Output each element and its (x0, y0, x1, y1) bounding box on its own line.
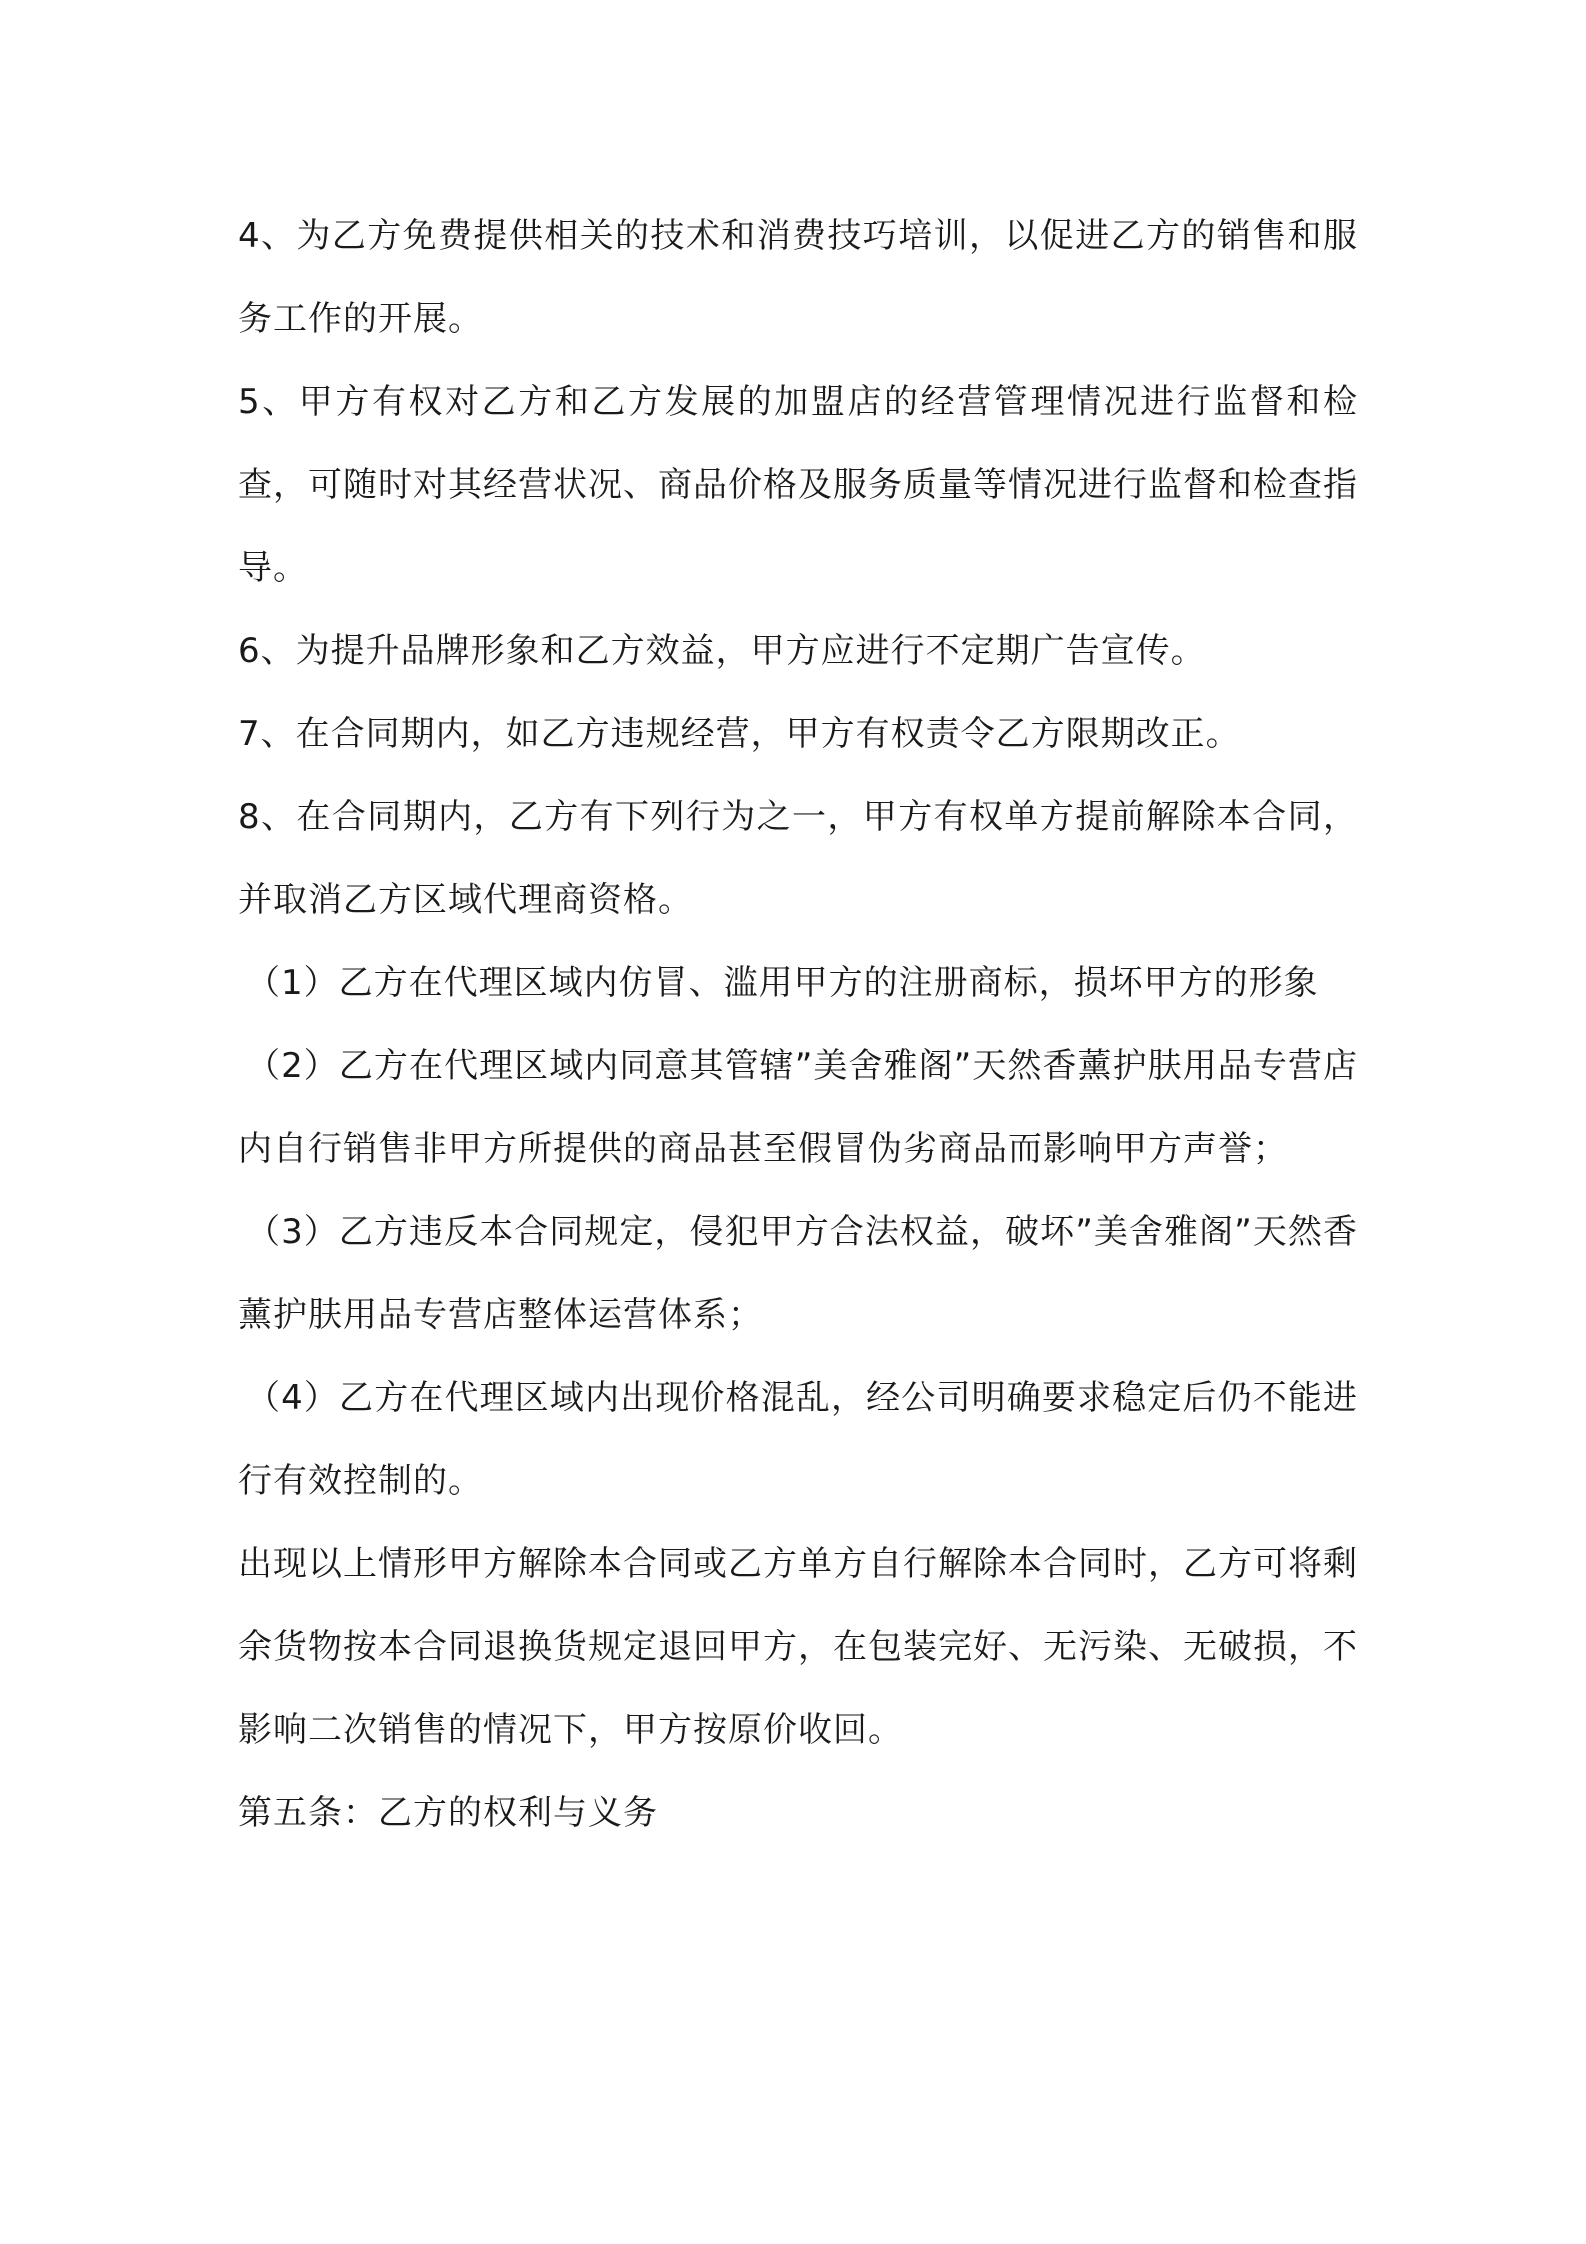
sub-clause-3: （3）乙方违反本合同规定，侵犯甲方合法权益，破坏”美舍雅阁”天然香薰护肤用品专营店整体运营体系； (238, 1212, 1358, 1335)
sub-clause-1: （1）乙方在代理区域内仿冒、滥用甲方的注册商标，损坏甲方的形象 (246, 963, 1319, 1003)
clause-item-6: 6、为提升品牌形象和乙方效益，甲方应进行不定期广告宣传。 (238, 631, 1206, 671)
sub-clause-4: （4）乙方在代理区域内出现价格混乱，经公司明确要求稳定后仍不能进行有效控制的。 (238, 1378, 1358, 1501)
clause-item-7: 7、在合同期内，如乙方违规经营，甲方有权责令乙方限期改正。 (238, 714, 1241, 754)
clause-item-8: 8、在合同期内，乙方有下列行为之一，甲方有权单方提前解除本合同，并取消乙方区域代理商资格。 (238, 797, 1358, 920)
closing-paragraph: 出现以上情形甲方解除本合同或乙方单方自行解除本合同时，乙方可将剩余货物按本合同退换货规定退回甲方，在包装完好、无污染、无破损，不影响二次销售的情况下，甲方按原价收回。 (238, 1544, 1358, 1750)
contract-page (238, 195, 1358, 1855)
clause-item-4: 4、为乙方免费提供相关的技术和消费技巧培训，以促进乙方的销售和服务工作的开展。 (238, 216, 1358, 339)
sub-clause-2: （2）乙方在代理区域内同意其管辖”美舍雅阁”天然香薰护肤用品专营店内自行销售非甲方所提供的商品甚至假冒伪劣商品而影响甲方声誉； (238, 1046, 1358, 1169)
article-heading: 第五条：乙方的权利与义务 (238, 1793, 658, 1833)
clause-item-5: 5、甲方有权对乙方和乙方发展的加盟店的经营管理情况进行监督和检查，可随时对其经营状况、商品价格及服务质量等情况进行监督和检查指导。 (238, 382, 1358, 588)
